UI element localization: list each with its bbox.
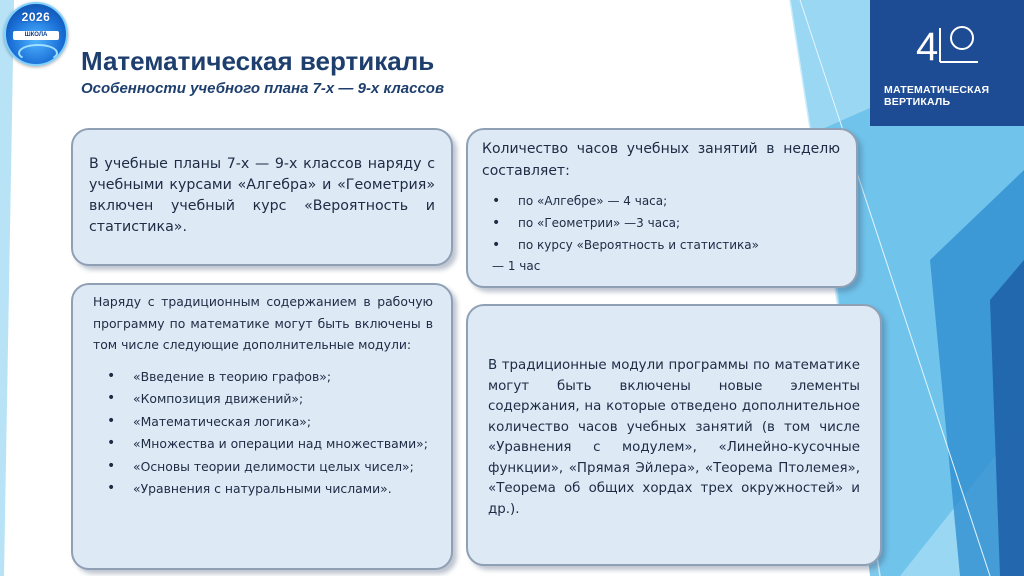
list-item: • «Введение в теорию графов»;: [93, 366, 433, 388]
page-subtitle: Особенности учебного плана 7-х — 9-х классов: [81, 80, 445, 97]
modules-list: [93, 366, 433, 500]
school-logo-band: [13, 31, 59, 40]
school-logo: [4, 2, 68, 66]
card-new-elements-text: В традиционные модули программы по математике могут быть включены новые элементы содержания, на которые отведено дополнительное количество часов учебных занятий (в том числе «Уравнения с модулем», «Линейно-кусочные функции», «Прямая Эйлера», «Теорема Птолемея», «Теорема об общих хордах трех окружностей» и др.).: [488, 358, 860, 517]
hours-list: [482, 190, 840, 256]
brand-block: [870, 0, 1024, 126]
card-weekly-hours: [466, 128, 858, 288]
bg-shape-left-strip: [0, 0, 14, 576]
school-emblem-icon: [18, 44, 58, 62]
brand-name-line-1: МАТЕМАТИЧЕСКАЯ: [884, 84, 990, 96]
card-modules-intro: Наряду с традиционным содержанием в рабочую программу по математике могут быть включены в том числе следующие дополнительные модули:: [93, 294, 433, 352]
card-courses-text: В учебные планы 7-х — 9-х классов наряду с учебными курсами «Алгебра» и «Геометрия» включен учебный курс «Вероятность и статистика».: [89, 156, 435, 235]
card-hours-intro: Количество часов учебных занятий в неделю составляет:: [482, 141, 840, 179]
list-item: • «Множества и операции над множествами»;: [93, 433, 433, 455]
brand-mark-digit: 4: [916, 25, 939, 66]
brand-name: [884, 84, 989, 108]
school-logo-year: 2026: [21, 10, 51, 24]
school-logo-band-text: ШКОЛА: [24, 32, 48, 38]
card-additional-modules: [71, 283, 453, 570]
list-item: • по курсу «Вероятность и статистика»: [482, 234, 840, 256]
list-item: • «Математическая логика»;: [93, 411, 433, 433]
brand-compass-mark-icon: [912, 22, 982, 66]
card-new-elements: [466, 304, 882, 566]
card-courses: [71, 128, 453, 266]
list-item: • «Композиция движений»;: [93, 388, 433, 410]
list-item: • по «Алгебре» — 4 часа;: [482, 190, 840, 212]
list-item: • «Основы теории делимости целых чисел»;: [93, 456, 433, 478]
list-item: • по «Геометрии» —3 часа;: [482, 212, 840, 234]
brand-name-line-2: ВЕРТИКАЛЬ: [884, 96, 951, 108]
card-hours-tail: — 1 час: [492, 259, 541, 273]
list-item: • «Уравнения с натуральными числами».: [93, 478, 433, 500]
page-title: Математическая вертикаль: [81, 46, 435, 76]
